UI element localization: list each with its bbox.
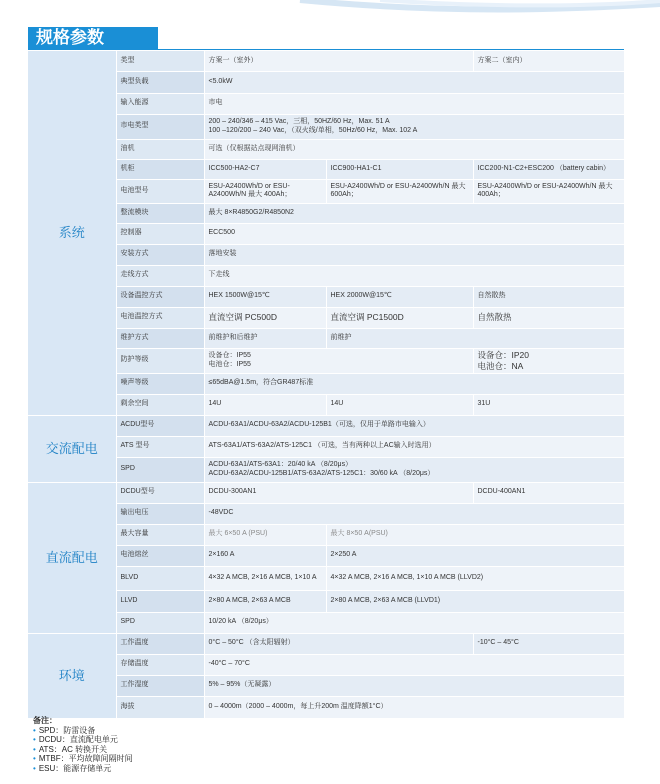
- table-row: [28, 51, 624, 71]
- row-label: 电池型号: [116, 179, 204, 203]
- cell: 自然散热: [473, 286, 624, 307]
- row-label: 存储温度: [116, 654, 204, 675]
- table-row: [28, 373, 624, 394]
- cell: ≤65dBA@1.5m，符合GR487标准: [204, 373, 624, 394]
- cell: 4×32 A MCB, 2×16 A MCB, 1×10 A: [204, 566, 326, 590]
- cell: ATS-63A1/ATS-63A2/ATS-125C1 （可选，当有两种以上AC输入时选用）: [204, 436, 624, 457]
- section-env: 环境: [28, 633, 116, 718]
- cell: [473, 348, 624, 373]
- row-label: 设备温控方式: [116, 286, 204, 307]
- table-row: [28, 503, 624, 524]
- notes: [33, 716, 133, 773]
- table-row: [28, 633, 624, 654]
- row-label: 海拔: [116, 696, 204, 718]
- cell: 最大 8×50 A(PSU): [326, 524, 624, 545]
- cell: 2×250 A: [326, 545, 624, 566]
- note-text: ATS：AC 转换开关: [38, 744, 108, 754]
- table-row: [28, 457, 624, 482]
- table-row: [28, 590, 624, 612]
- row-label: 维护方式: [116, 328, 204, 348]
- cell: DCDU-300AN1: [204, 482, 473, 503]
- row-label: SPD: [116, 457, 204, 482]
- table-row: [28, 415, 624, 436]
- cell: 市电: [204, 93, 624, 114]
- bullet-icon: •: [33, 754, 36, 763]
- row-label: 防护等级: [116, 348, 204, 373]
- table-row: [28, 114, 624, 139]
- row-label: LLVD: [116, 590, 204, 612]
- row-label: 整流模块: [116, 203, 204, 223]
- table-row: [28, 223, 624, 244]
- table-row: [28, 265, 624, 286]
- table-row: [28, 244, 624, 265]
- cell: 最大 6×50 A (PSU): [204, 524, 326, 545]
- table-row: [28, 71, 624, 93]
- cell: HEX 2000W@15℃: [326, 286, 473, 307]
- cell: 0°C – 50°C （含太阳辐射）: [204, 633, 473, 654]
- table-row: [28, 139, 624, 159]
- cell: 最大 8×R4850G2/R4850N2: [204, 203, 624, 223]
- cell: 下走线: [204, 265, 624, 286]
- note-text: ESU：能源存储单元: [38, 763, 112, 773]
- cell: <5.0kW: [204, 71, 624, 93]
- cell: ACDU-63A1/ACDU-63A2/ACDU-125B1（可选，仅用于单路市电输入）: [204, 415, 624, 436]
- row-label: 安装方式: [116, 244, 204, 265]
- cell: 可选（仅根据站点现网油机）: [204, 139, 624, 159]
- table-row: [28, 203, 624, 223]
- cell: 前维护和后维护: [204, 328, 326, 348]
- cell: 直流空调 PC500D: [204, 307, 326, 328]
- table-row: [28, 159, 624, 179]
- note-item: [33, 726, 133, 736]
- table-row: [28, 179, 624, 203]
- cell: ECC500: [204, 223, 624, 244]
- cell: 5% – 95%（无凝露）: [204, 675, 624, 696]
- table-row: [28, 612, 624, 633]
- table-row: [28, 286, 624, 307]
- cell: ICC900-HA1-C1: [326, 159, 473, 179]
- cell: DCDU-400AN1: [473, 482, 624, 503]
- table-row: [28, 524, 624, 545]
- note-text: DCDU：直流配电单元: [38, 735, 118, 744]
- cell: 前维护: [326, 328, 624, 348]
- table-row: [28, 436, 624, 457]
- row-label: ATS 型号: [116, 436, 204, 457]
- note-text: SPD：防雷设备: [38, 725, 96, 735]
- cell: 方案二（室内）: [473, 51, 624, 71]
- note-item: [33, 754, 133, 764]
- row-label: 输入能源: [116, 93, 204, 114]
- cell: 自然散热: [473, 307, 624, 328]
- cell: ESU-A2400Wh/D or ESU-A2400Wh/N 最大 400Ah；: [204, 179, 326, 203]
- notes-title: 备注：: [33, 716, 57, 725]
- row-label: 类型: [116, 51, 204, 71]
- note-item: [33, 735, 133, 745]
- cell: 2×80 A MCB, 2×63 A MCB (LLVD1): [326, 590, 624, 612]
- cell-line: 设备仓：IP20: [477, 350, 529, 361]
- cell: -10°C – 45°C: [473, 633, 624, 654]
- section-ac: 交流配电: [28, 415, 116, 482]
- table-row: [28, 482, 624, 503]
- row-label: 最大容量: [116, 524, 204, 545]
- cell: 4×32 A MCB, 2×16 A MCB, 1×10 A MCB (LLVD2): [326, 566, 624, 590]
- row-label: ACDU型号: [116, 415, 204, 436]
- row-label: 电池温控方式: [116, 307, 204, 328]
- table-row: [28, 696, 624, 718]
- table-row: [28, 307, 624, 328]
- cell: [204, 457, 624, 482]
- table-row: [28, 348, 624, 373]
- cell-line: ACDU-63A1/ATS-63A1：20/40 kA （8/20μs）: [208, 461, 353, 469]
- cell: -40°C – 70°C: [204, 654, 624, 675]
- row-label: 工作湿度: [116, 675, 204, 696]
- row-label: 剩余空间: [116, 394, 204, 415]
- cell-line: 电池仓：NA: [477, 360, 524, 371]
- row-label: 油机: [116, 139, 204, 159]
- section-dc: 直流配电: [28, 482, 116, 633]
- row-label: 电池熔丝: [116, 545, 204, 566]
- note-item: [33, 764, 133, 774]
- table-row: [28, 654, 624, 675]
- row-label: 输出电压: [116, 503, 204, 524]
- cell-line: 电池仓：IP55: [208, 360, 251, 368]
- row-label: 典型负载: [116, 71, 204, 93]
- cell-line: 200 – 240/346 – 415 Vac，三相，50HZ/60 Hz，Max. 51 A: [208, 118, 390, 126]
- note-text: MTBF：平均故障间隔时间: [38, 754, 133, 763]
- cell: 方案一（室外）: [204, 51, 473, 71]
- cell-line: 设备仓：IP55: [208, 352, 251, 360]
- row-label: 走线方式: [116, 265, 204, 286]
- cell: 2×160 A: [204, 545, 326, 566]
- table-row: [28, 394, 624, 415]
- cell: ESU-A2400Wh/D or ESU-A2400Wh/N 最大 600Ah；: [326, 179, 473, 203]
- cell: 14U: [204, 394, 326, 415]
- cell: 落地安装: [204, 244, 624, 265]
- cell-line: 100 –120/200 – 240 Vac，（双火线/单相，50Hz/60 Hz，Max. 102 A: [208, 126, 418, 134]
- bullet-icon: •: [33, 763, 36, 773]
- cell: 10/20 kA （8/20μs）: [204, 612, 624, 633]
- table-row: [28, 545, 624, 566]
- cell: 0 – 4000m（2000 – 4000m，每上升200m 温度降额1°C）: [204, 696, 624, 718]
- row-label: 工作温度: [116, 633, 204, 654]
- row-label: DCDU型号: [116, 482, 204, 503]
- row-label: SPD: [116, 612, 204, 633]
- table-row: [28, 675, 624, 696]
- cell: [204, 348, 473, 373]
- section-system: 系统: [28, 51, 116, 415]
- row-label: 噪声等级: [116, 373, 204, 394]
- cell: 直流空调 PC1500D: [326, 307, 473, 328]
- cell: ESU-A2400Wh/D or ESU-A2400Wh/N 最大 400Ah；: [473, 179, 624, 203]
- table-row: [28, 93, 624, 114]
- bullet-icon: •: [33, 744, 36, 754]
- cell: [204, 114, 624, 139]
- table-row: [28, 328, 624, 348]
- page-title: 规格参数: [28, 27, 158, 49]
- row-label: 机柜: [116, 159, 204, 179]
- cell: 2×80 A MCB, 2×63 A MCB: [204, 590, 326, 612]
- bullet-icon: •: [33, 735, 36, 744]
- cell: ICC500-HA2-C7: [204, 159, 326, 179]
- note-item: [33, 745, 133, 755]
- spec-table: [28, 51, 625, 719]
- row-label: 市电类型: [116, 114, 204, 139]
- cell-line: ACDU-63A2/ACDU-125B1/ATS-63A2/ATS-125C1：30/60 kA （8/20μs）: [208, 469, 435, 477]
- cell: HEX 1500W@15℃: [204, 286, 326, 307]
- cell: -48VDC: [204, 503, 624, 524]
- row-label: BLVD: [116, 566, 204, 590]
- cell: 31U: [473, 394, 624, 415]
- cell: ICC200-N1-C2+ESC200 （battery cabin）: [473, 159, 624, 179]
- row-label: 控制器: [116, 223, 204, 244]
- table-row: [28, 566, 624, 590]
- title-underline: [28, 49, 624, 50]
- cell: 14U: [326, 394, 473, 415]
- bullet-icon: •: [33, 725, 36, 735]
